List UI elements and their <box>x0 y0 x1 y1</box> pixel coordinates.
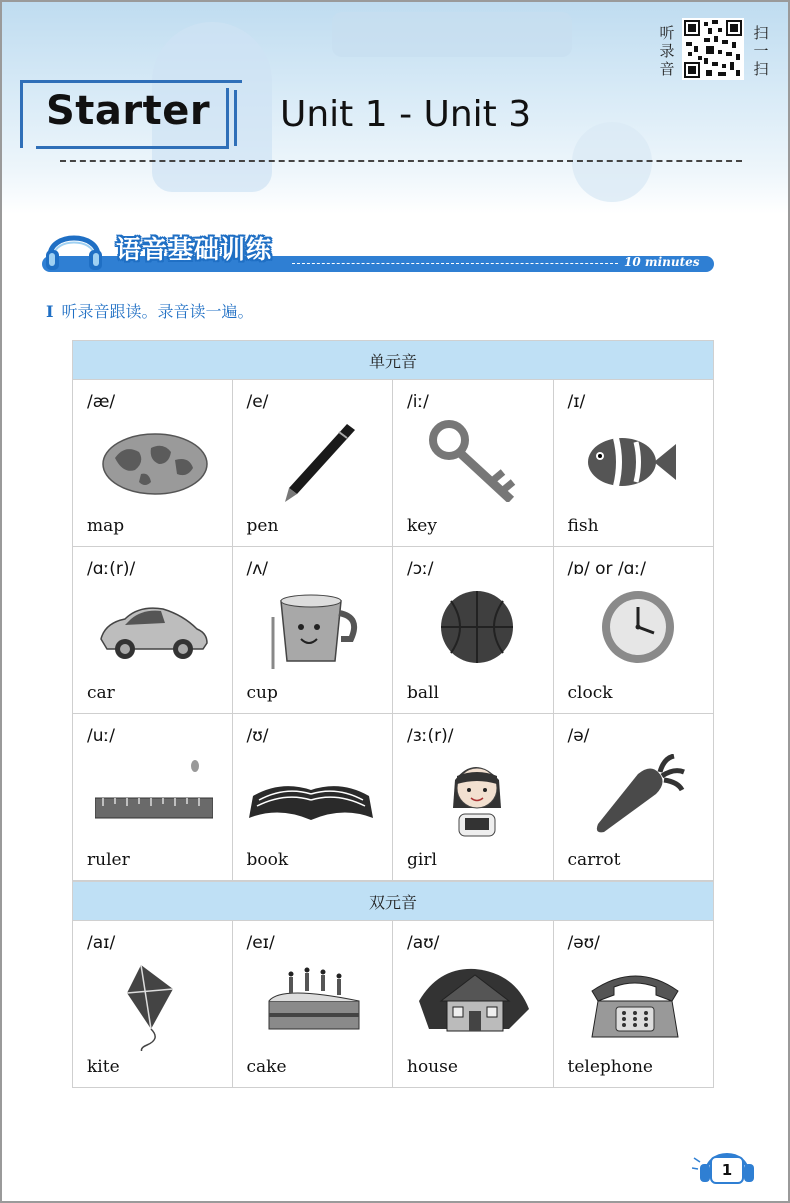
phonetic-card <box>233 547 394 714</box>
ipa-symbol: /ə/ <box>567 726 590 746</box>
qr-code-icon[interactable] <box>682 18 744 80</box>
table-row <box>72 380 714 547</box>
ipa-symbol: /ɜː(r)/ <box>407 726 454 746</box>
instruction-line <box>46 299 254 322</box>
ipa-symbol: /eɪ/ <box>246 933 275 953</box>
vocabulary-word: book <box>246 850 289 870</box>
starter-title: Starter <box>46 88 211 134</box>
vocabulary-word: clock <box>567 683 613 703</box>
vocabulary-word: house <box>407 1057 458 1077</box>
headphones-icon <box>42 220 106 276</box>
car-icon <box>95 587 213 669</box>
table-row <box>72 714 714 881</box>
ipa-symbol: /əʊ/ <box>567 933 600 953</box>
qr-label-left: 听 录 音 <box>659 24 675 78</box>
phonetic-card <box>393 921 554 1088</box>
page-number-badge <box>692 1142 762 1192</box>
phonetic-card <box>554 921 715 1088</box>
phonetic-card <box>554 714 715 881</box>
ruler-icon <box>95 754 213 836</box>
ipa-symbol: /ɔː/ <box>407 559 434 579</box>
house-icon <box>415 961 533 1043</box>
basketball-icon <box>415 587 533 669</box>
phonetic-card <box>393 714 554 881</box>
fish-icon <box>576 420 694 502</box>
header-dashed-divider <box>60 160 742 162</box>
diphthong-header: 双元音 <box>72 881 714 921</box>
phonetic-card <box>72 547 233 714</box>
instruction-text: 听录音跟读。录音读一遍。 <box>61 302 254 321</box>
vocabulary-word: key <box>407 516 437 536</box>
cup-icon <box>255 587 373 669</box>
pen-icon <box>255 420 373 502</box>
qr-label-right: 扫 一 扫 <box>753 24 769 78</box>
ipa-symbol: /æ/ <box>87 392 116 412</box>
section-title: 语音基础训练 <box>116 235 273 264</box>
ipa-symbol: /uː/ <box>87 726 115 746</box>
girl-icon <box>415 754 533 836</box>
vocabulary-word: fish <box>567 516 599 536</box>
phonetic-card <box>233 921 394 1088</box>
clock-icon <box>576 587 694 669</box>
instruction-number: I <box>46 302 54 321</box>
key-icon <box>415 420 533 502</box>
kite-icon <box>95 961 213 1043</box>
carrot-icon <box>576 754 694 836</box>
phonetic-card <box>554 380 715 547</box>
phonetic-card <box>72 714 233 881</box>
unit-range-title: Unit 1 - Unit 3 <box>280 94 532 135</box>
vocabulary-word: telephone <box>567 1057 653 1077</box>
ipa-symbol: /ɒ/ or /ɑː/ <box>567 559 646 579</box>
phonetic-card <box>393 380 554 547</box>
ipa-symbol: /ɑː(r)/ <box>87 559 136 579</box>
vocabulary-word: ball <box>407 683 439 703</box>
book-icon <box>255 754 373 836</box>
section-banner-dash <box>292 263 618 264</box>
vocabulary-word: cup <box>246 683 278 703</box>
cake-icon <box>255 961 373 1043</box>
background-shelf-shape <box>332 12 572 57</box>
ipa-symbol: /aɪ/ <box>87 933 116 953</box>
monophthong-header: 单元音 <box>72 340 714 380</box>
map-icon <box>95 420 213 502</box>
telephone-icon <box>576 961 694 1043</box>
vocabulary-word: map <box>87 516 125 536</box>
phonetic-card <box>554 547 715 714</box>
ipa-symbol: /ʌ/ <box>246 559 269 579</box>
ipa-symbol: /aʊ/ <box>407 933 440 953</box>
ipa-symbol: /iː/ <box>407 392 429 412</box>
vocabulary-word: cake <box>246 1057 287 1077</box>
phonetic-card <box>72 380 233 547</box>
page-number: 1 <box>710 1156 744 1184</box>
table-row <box>72 547 714 714</box>
vocabulary-word: ruler <box>87 850 130 870</box>
phonetic-card <box>233 714 394 881</box>
ipa-symbol: /e/ <box>246 392 269 412</box>
vocabulary-word: girl <box>407 850 437 870</box>
ipa-symbol: /ʊ/ <box>246 726 269 746</box>
vocabulary-word: carrot <box>567 850 621 870</box>
phonetic-card <box>72 921 233 1088</box>
vocabulary-word: car <box>87 683 115 703</box>
vocabulary-word: pen <box>246 516 279 536</box>
phonetic-card <box>233 380 394 547</box>
time-badge: 10 minutes <box>624 255 700 269</box>
background-circle-shape <box>572 122 652 202</box>
phonetics-table <box>72 340 714 1088</box>
phonetic-card <box>393 547 554 714</box>
table-row <box>72 921 714 1088</box>
vocabulary-word: kite <box>87 1057 120 1077</box>
ipa-symbol: /ɪ/ <box>567 392 586 412</box>
